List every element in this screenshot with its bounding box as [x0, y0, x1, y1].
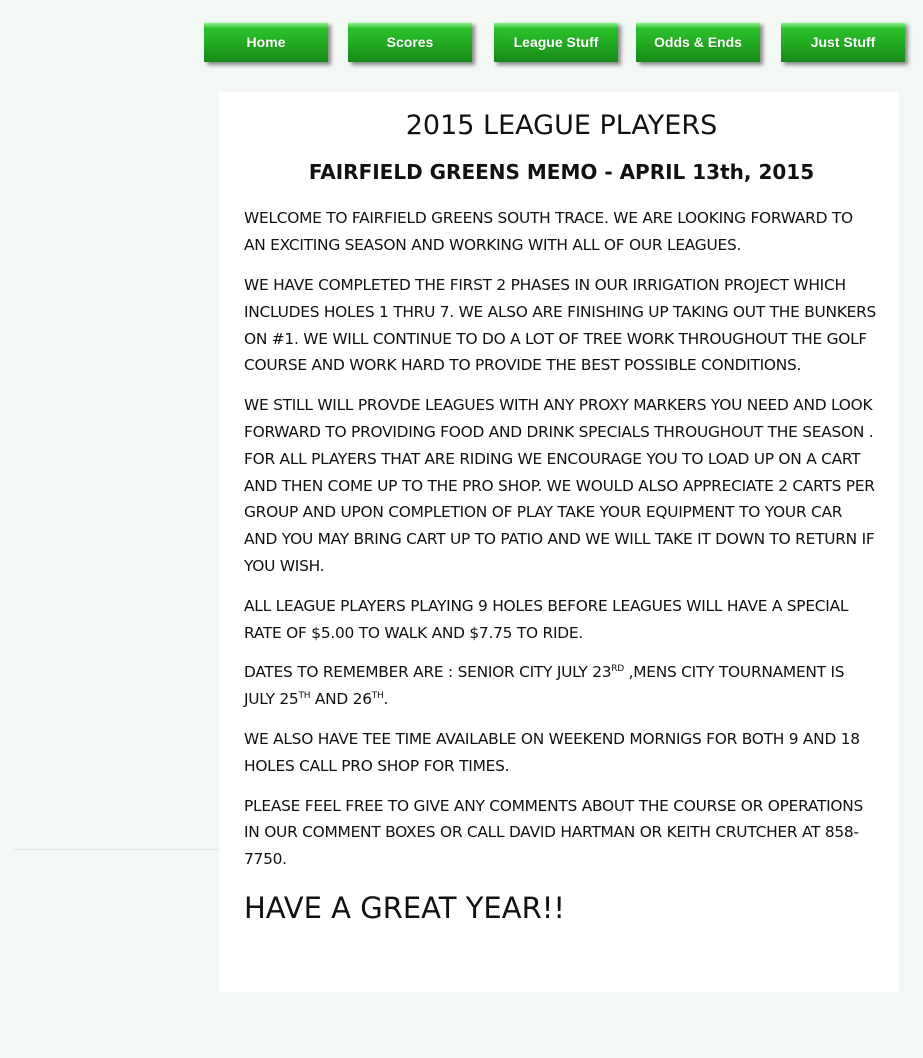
memo-heading: FAIRFIELD GREENS MEMO - APRIL 13th, 2015 [308, 160, 815, 185]
nav-odds-ends-button[interactable]: Odds & Ends [636, 22, 760, 62]
dates-text-2: ,MENS CITY TOURNAMENT IS JULY 25 [244, 663, 845, 709]
top-navigation [0, 0, 923, 80]
paragraph-dates [244, 659, 879, 713]
nav-home-button[interactable]: Home [204, 22, 328, 62]
nav-just-stuff-button[interactable]: Just Stuff [781, 22, 905, 62]
paragraph-welcome: WELCOME TO FAIRFIELD GREENS SOUTH TRACE. WE ARE LOOKING FORWARD TO AN EXCITING SEASON AND WORKING WITH ALL OF OUR LEAGUES. [244, 209, 853, 255]
dates-text-4: . [383, 690, 389, 709]
page-title: 2015 LEAGUE PLAYERS [405, 110, 718, 141]
paragraph-league-services: WE STILL WILL PROVDE LEAGUES WITH ANY PROXY MARKERS YOU NEED AND LOOK FORWARD TO PROVIDING FOOD AND DRINK SPECIALS THROUGHOUT THE SEASON . FOR ALL PLAYERS THAT ARE RIDING WE ENCOURAGE YOU TO LOAD UP ON A CART AND THEN COME UP TO THE PRO SHOP. WE WOULD ALSO APPRECIATE 2 CARTS PER GROUP AND UPON COMPLETION OF PLAY TAKE YOUR EQUIPMENT TO YOUR CAR AND YOU MAY BRING CART UP TO PATIO AND WE WILL TAKE IT DOWN TO RETURN IF YOU WISH. [244, 396, 875, 575]
dates-text-3: AND 26 [310, 690, 372, 709]
closing-message: HAVE A GREAT YEAR!! [244, 890, 565, 925]
dates-sup-1: RD [611, 664, 624, 675]
memo-content [219, 92, 899, 992]
sidebar-divider [14, 849, 219, 850]
dates-sup-3: TH [371, 691, 384, 702]
paragraph-comments: PLEASE FEEL FREE TO GIVE ANY COMMENTS ABOUT THE COURSE OR OPERATIONS IN OUR COMMENT BOXES OR CALL DAVID HARTMAN OR KEITH CRUTCHER AT 858-7750. [244, 796, 864, 869]
dates-text-1: DATES TO REMEMBER ARE : SENIOR CITY JULY 23 [244, 663, 612, 682]
dates-sup-2: TH [298, 691, 311, 702]
nav-league-stuff-button[interactable]: League Stuff [494, 22, 618, 62]
paragraph-special-rate: ALL LEAGUE PLAYERS PLAYING 9 HOLES BEFORE LEAGUES WILL HAVE A SPECIAL RATE OF $5.00 TO WALK AND $7.75 TO RIDE. [244, 596, 849, 642]
nav-scores-button[interactable]: Scores [348, 22, 472, 62]
paragraph-irrigation: WE HAVE COMPLETED THE FIRST 2 PHASES IN OUR IRRIGATION PROJECT WHICH INCLUDES HOLES 1 THRU 7. WE ALSO ARE FINISHING UP TAKING OUT THE BUNKERS ON #1. WE WILL CONTINUE TO DO A LOT OF TREE WORK THROUGHOUT THE GOLF COURSE AND WORK HARD TO PROVIDE THE BEST POSSIBLE CONDITIONS. [244, 275, 877, 375]
paragraph-tee-times: WE ALSO HAVE TEE TIME AVAILABLE ON WEEKEND MORNIGS FOR BOTH 9 AND 18 HOLES CALL PRO SHOP FOR TIMES. [244, 729, 860, 775]
